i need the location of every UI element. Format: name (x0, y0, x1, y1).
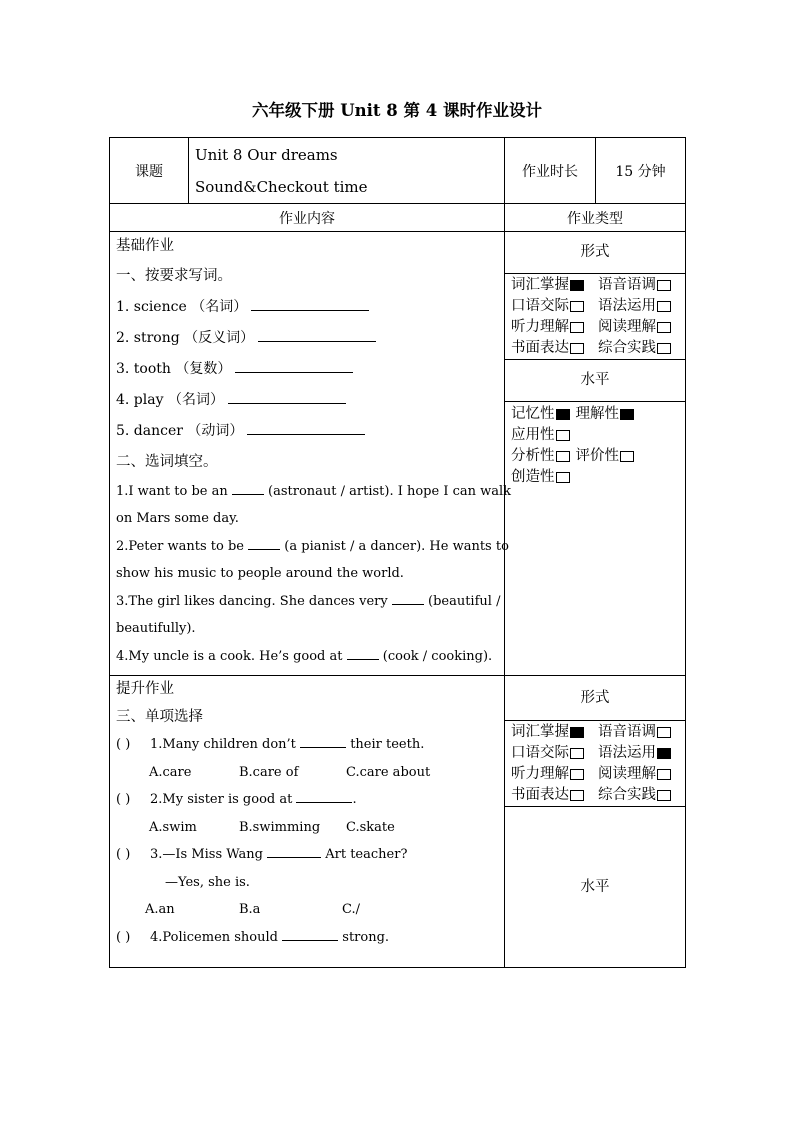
empty-box-icon[interactable] (657, 301, 671, 312)
choice-question (110, 924, 504, 952)
word-item (110, 385, 504, 416)
homework-table (109, 137, 686, 968)
answer-blank (296, 791, 352, 803)
checkbox-label: 口语交际 (511, 298, 569, 314)
empty-box-icon[interactable] (570, 322, 584, 333)
answer-blank (267, 846, 321, 858)
checkbox-item[interactable] (511, 722, 598, 743)
option-b: B.care of (239, 764, 299, 780)
section1-heading: 一、按要求写词。 (116, 267, 232, 284)
answer-paren[interactable]: ( ) (116, 847, 131, 862)
checkbox-item[interactable] (598, 317, 671, 338)
word-prompt: 4. play （名词） (116, 391, 224, 408)
checkbox-item[interactable] (511, 425, 570, 446)
topic-line2: Sound&Checkout time (195, 177, 368, 196)
fill-text: 4.My uncle is a cook. He’s good at (116, 648, 343, 664)
checkbox-label: 语法运用 (598, 745, 656, 761)
option-b: B.swimming (239, 819, 321, 835)
question-text: 1.Many children don’t (150, 737, 296, 752)
checkbox-item[interactable] (598, 296, 671, 317)
empty-box-icon[interactable] (620, 451, 634, 462)
level-label: 水平 (580, 879, 610, 895)
fill-line (110, 533, 509, 561)
checkbox-item[interactable] (511, 743, 598, 764)
answer-blank[interactable] (392, 593, 424, 605)
empty-box-icon[interactable] (570, 343, 584, 354)
answer-blank[interactable] (232, 483, 264, 495)
checkbox-row (505, 446, 685, 467)
fill-text: 3.The girl likes dancing. She dances very (116, 593, 388, 609)
checkbox-row (505, 785, 685, 806)
fill-line (110, 643, 504, 671)
document-title: 六年级下册 Unit 8 第 4 课时作业设计 (252, 101, 542, 120)
type-header: 作业类型 (505, 204, 686, 232)
advanced-content (110, 676, 505, 968)
checkbox-row (505, 404, 685, 425)
word-item (110, 354, 504, 385)
question-text: 4.Policemen should (150, 929, 278, 945)
checkbox-item[interactable] (511, 296, 598, 317)
fill-line (110, 478, 512, 506)
word-item (110, 292, 504, 323)
empty-box-icon[interactable] (657, 727, 671, 738)
word-prompt: 1. science （名词） (116, 298, 248, 315)
checked-box-icon[interactable] (570, 280, 584, 291)
word-prompt: 3. tooth （复数） (116, 360, 232, 377)
checkbox-item[interactable] (598, 275, 671, 296)
basic-row (110, 232, 686, 676)
checked-box-icon[interactable] (570, 727, 584, 738)
topic-line1: Unit 8 Our dreams (195, 145, 338, 164)
advanced-heading: 提升作业 (116, 681, 174, 697)
checkbox-label: 听力理解 (511, 319, 569, 335)
word-prompt: 5. dancer （动词） (116, 422, 244, 439)
checkbox-item[interactable] (511, 785, 598, 806)
checkbox-item[interactable] (598, 764, 671, 785)
option-b: B.a (239, 902, 261, 917)
checkbox-label: 阅读理解 (598, 766, 656, 782)
fill-text: (cook / cooking). (382, 648, 493, 664)
fill-line (110, 588, 504, 616)
empty-box-icon[interactable] (556, 451, 570, 462)
option-c: C./ (342, 902, 360, 917)
fill-text: 1.I want to be an (116, 483, 228, 499)
checkbox-item[interactable] (511, 764, 598, 785)
checkbox-label: 听力理解 (511, 766, 569, 782)
form-label: 形式 (505, 676, 685, 721)
choice-options (110, 814, 504, 842)
choice-question (110, 841, 504, 869)
duration-value: 15 分钟 (596, 138, 686, 204)
checkbox-row (505, 467, 685, 488)
header-row (110, 138, 686, 204)
answer-blank[interactable] (228, 391, 346, 404)
answer-paren[interactable]: ( ) (116, 737, 131, 752)
basic-type-panel (505, 232, 686, 676)
fill-line: show his music to people around the world. (116, 566, 404, 581)
checkbox-item[interactable] (511, 404, 570, 425)
word-item (110, 323, 504, 354)
checkbox-item[interactable] (598, 338, 671, 359)
column-header-row (110, 204, 686, 232)
checkbox-label: 理解性 (575, 406, 619, 422)
checkbox-label: 书面表达 (511, 787, 569, 803)
word-item (110, 416, 504, 447)
option-c: C.skate (346, 819, 395, 835)
fill-line: on Mars some day. (116, 511, 239, 526)
checkbox-row (505, 275, 685, 296)
topic-cell (189, 138, 505, 204)
duration-label: 作业时长 (505, 138, 596, 204)
checkbox-label: 阅读理解 (598, 319, 656, 335)
question-text: their teeth. (350, 737, 425, 752)
fill-text: (astronaut / artist). I hope I can walk (268, 483, 512, 499)
choice-question (110, 786, 504, 814)
fill-text: (a pianist / a dancer). He wants to (284, 538, 509, 554)
choice-options (110, 759, 504, 787)
fill-line: beautifully). (116, 621, 196, 636)
checkbox-item[interactable] (511, 338, 598, 359)
checkbox-label: 语法运用 (598, 298, 656, 314)
choice-question (110, 731, 504, 759)
checkbox-item[interactable] (511, 317, 598, 338)
checkbox-row (505, 764, 685, 785)
advanced-row (110, 676, 686, 968)
checkbox-label: 综合实践 (598, 340, 656, 356)
checkbox-item[interactable] (511, 275, 598, 296)
checkbox-row (505, 743, 685, 764)
answer-paren[interactable]: ( ) (116, 792, 131, 807)
checkbox-item[interactable] (576, 446, 635, 467)
empty-box-icon[interactable] (657, 280, 671, 291)
answer-paren[interactable]: ( ) (116, 929, 131, 945)
answer-blank[interactable] (347, 648, 379, 660)
checked-box-icon[interactable] (657, 748, 671, 759)
checkbox-row (505, 338, 685, 359)
answer-blank[interactable] (235, 360, 353, 373)
empty-box-icon[interactable] (570, 769, 584, 780)
empty-box-icon[interactable] (570, 748, 584, 759)
section3-heading: 三、单项选择 (116, 708, 203, 725)
level-label: 水平 (505, 360, 685, 402)
topic-label: 课题 (110, 138, 189, 204)
checkbox-row (505, 722, 685, 743)
empty-box-icon[interactable] (556, 472, 570, 483)
answer-blank[interactable] (247, 422, 365, 435)
checkbox-label: 书面表达 (511, 340, 569, 356)
question-text: strong. (342, 929, 390, 945)
checkbox-label: 创造性 (511, 469, 555, 485)
answer-blank[interactable] (258, 329, 376, 342)
section2-heading: 二、选词填空。 (116, 453, 218, 470)
checkbox-item[interactable] (598, 785, 671, 806)
option-a: A.an (145, 902, 175, 917)
checkbox-label: 综合实践 (598, 787, 656, 803)
checked-box-icon[interactable] (556, 409, 570, 420)
checkbox-item[interactable] (511, 467, 570, 488)
checkbox-item[interactable] (576, 404, 635, 425)
option-a: A.swim (149, 819, 197, 835)
question-text: Art teacher? (325, 847, 408, 862)
checkbox-item[interactable] (598, 743, 671, 764)
checked-box-icon[interactable] (620, 409, 634, 420)
fill-text: (beautiful / (428, 593, 501, 609)
answer-blank (282, 929, 338, 941)
empty-box-icon[interactable] (657, 343, 671, 354)
answer-blank[interactable] (248, 538, 280, 550)
empty-box-icon[interactable] (657, 769, 671, 780)
empty-box-icon[interactable] (570, 301, 584, 312)
checkbox-row (505, 296, 685, 317)
checkbox-row (505, 317, 685, 338)
checkbox-label: 词汇掌握 (511, 277, 569, 293)
form-checklist (505, 721, 685, 807)
checkbox-item[interactable] (511, 446, 570, 467)
empty-box-icon[interactable] (570, 790, 584, 801)
choice-options (110, 896, 504, 924)
checkbox-label: 应用性 (511, 427, 555, 443)
question-text: 3.—Is Miss Wang (150, 847, 263, 862)
answer-blank (300, 736, 346, 748)
option-c: C.care about (346, 764, 431, 780)
checkbox-label: 语音语调 (598, 724, 656, 740)
basic-content (110, 232, 512, 676)
checkbox-label: 口语交际 (511, 745, 569, 761)
answer-blank[interactable] (251, 298, 369, 311)
form-label: 形式 (505, 232, 685, 274)
checkbox-label: 语音语调 (598, 277, 656, 293)
checkbox-label: 分析性 (511, 448, 555, 464)
advanced-type-panel (505, 676, 686, 968)
basic-heading: 基础作业 (116, 238, 174, 254)
content-header: 作业内容 (110, 204, 505, 232)
level-checklist (505, 402, 685, 488)
empty-box-icon[interactable] (657, 790, 671, 801)
checkbox-label: 记忆性 (511, 406, 555, 422)
question-text: . (352, 792, 357, 807)
word-prompt: 2. strong （反义词） (116, 329, 255, 346)
empty-box-icon[interactable] (657, 322, 671, 333)
checkbox-row (505, 425, 685, 446)
checkbox-item[interactable] (598, 722, 671, 743)
form-checklist (505, 274, 685, 360)
reply-line: —Yes, she is. (165, 874, 250, 890)
question-text: 2.My sister is good at (150, 792, 293, 807)
checkbox-label: 评价性 (575, 448, 619, 464)
checkbox-label: 词汇掌握 (511, 724, 569, 740)
fill-text: 2.Peter wants to be (116, 538, 245, 554)
empty-box-icon[interactable] (556, 430, 570, 441)
option-a: A.care (149, 764, 192, 780)
